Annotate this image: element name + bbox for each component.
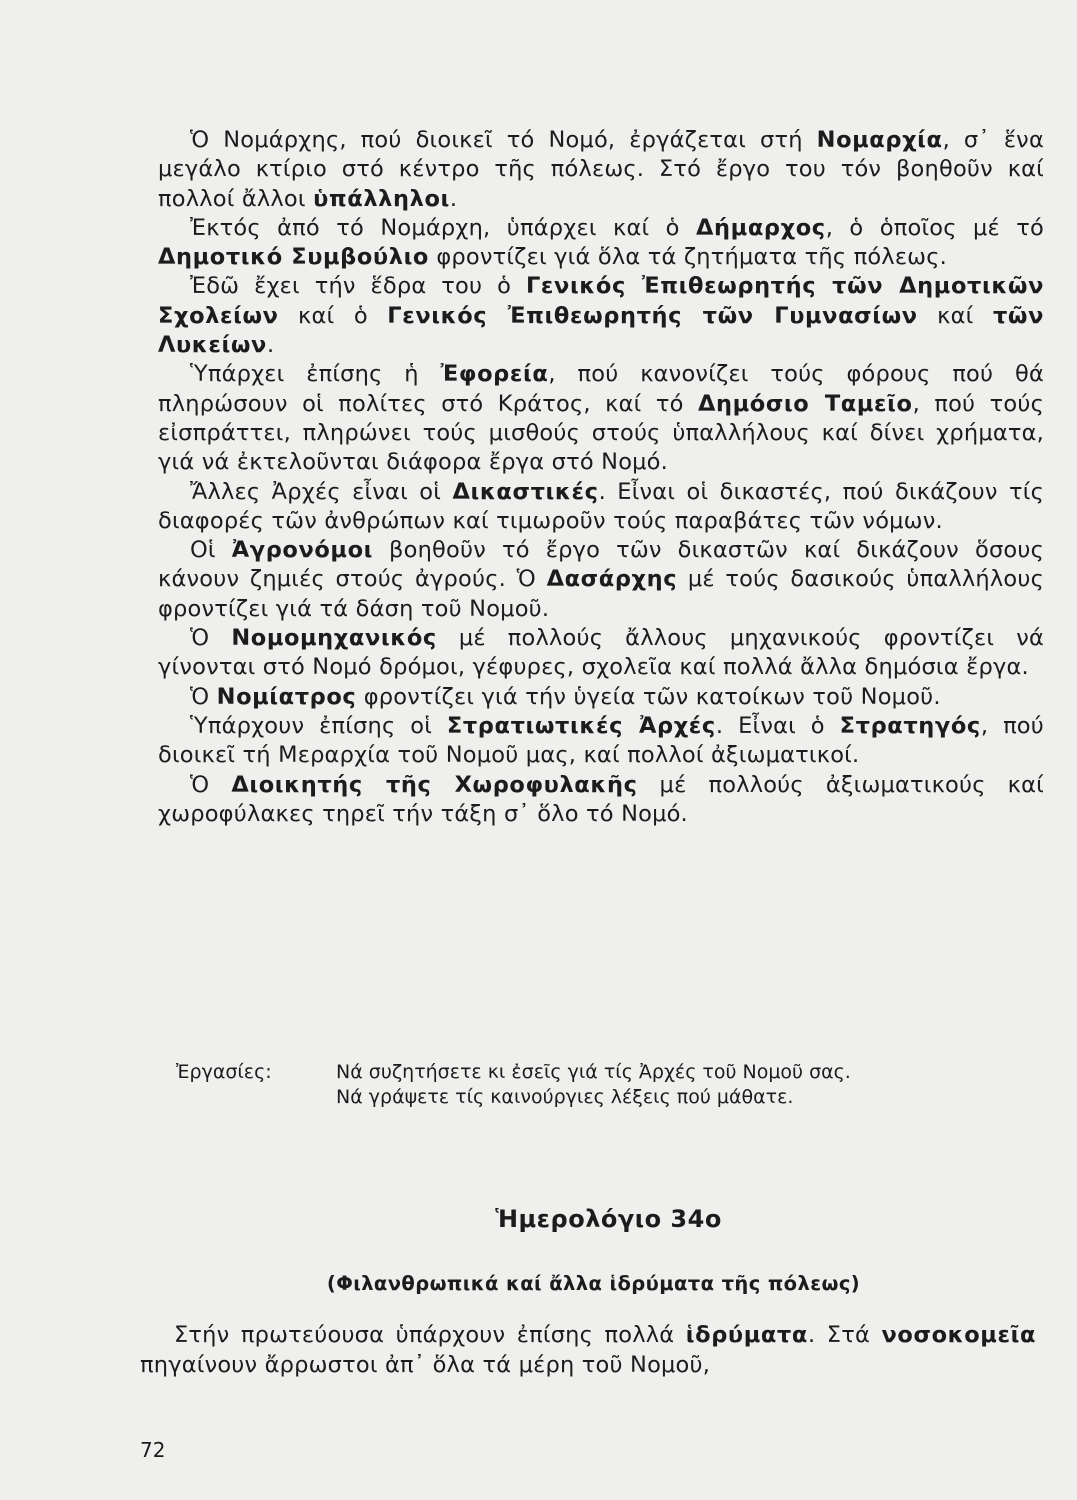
text-run: Ὑπάρχει ἐπίσης ἡ [190,361,441,388]
page-number: 72 [140,1438,166,1462]
text-run: , σ᾽ ἕνα μεγάλο κτίριο στό κέντρο τῆς πόλεως. Στό ἔργο του τόν βοηθοῦν καί πολλοί ἄλλοι [158,127,1044,212]
paragraph [140,1320,1036,1380]
text-run: Ὁ [190,771,232,798]
bold-term: ἱδρύματα [685,1322,808,1348]
text-run: , ὁ ὁποῖος μέ τό [825,214,1044,241]
paragraph [158,712,1044,771]
bold-term: Νομαρχία [816,127,943,153]
bold-term: Νομίατρος [216,683,357,710]
paragraph [158,272,1044,360]
calendar-text [140,1320,1036,1380]
bold-term: Δημοτικό Συμβούλιο [158,244,429,271]
text-run: Οἱ [190,537,232,564]
text-run: μέ τούς δασικούς ὑπαλλήλους φροντίζει γιά τά δάση τοῦ Νομοῦ. [158,566,1044,622]
text-run: καί [917,302,993,329]
main-text [158,126,1044,829]
text-run: . Εἶναι οἱ δικαστές, πού δικάζουν τίς διαφορές τῶν ἀνθρώπων καί τιμωροῦν τούς παραβάτες τῶν νόμων. [158,478,1044,534]
bold-term: Στρατιωτικές Ἀρχές [446,712,716,739]
text-run: . Εἶναι ὁ [715,712,840,739]
text-run: Ὁ [190,683,217,710]
paragraph [158,360,1044,477]
text-run: φροντίζει γιά ὅλα τά ζητήματα τῆς πόλεως. [429,244,947,271]
calendar-title: Ἡμερολόγιο 34ο [495,1205,722,1233]
bold-term: Γενικός Ἐπιθεωρητής τῶν Γυμνασίων [387,302,918,329]
text-run: , πού διοικεῖ τή Μεραρχία τοῦ Νομοῦ μας, καί πολλοί ἀξιωματικοί. [158,712,1044,769]
exercise-text [336,1060,851,1110]
text-run: Ὑπάρχουν ἐπίσης οἱ [190,712,447,739]
text-run: καί ὁ [278,302,388,329]
exercise-label: Ἐργασίες: [176,1061,272,1083]
text-run: μέ πολλούς ἄλλους μηχανικούς φροντίζει νά γίνονται στό Νομό δρόμοι, γέφυρες, σχολεῖα καί πολλά ἄλλα δημόσια ἔργα. [158,625,1045,681]
bold-term: νοσοκομεῖα [881,1322,1036,1348]
paragraph [158,214,1044,273]
paragraph [158,771,1044,830]
bold-term: Ἀγρονόμοι [231,537,374,564]
bold-term: Διοικητής τῆς Χωροφυλακῆς [231,771,638,798]
text-run: Ὁ Νομάρχης, πού διοικεῖ τό Νομό, ἐργάζεται στή [190,127,817,153]
paragraph [158,536,1044,624]
text-run: . [266,332,275,359]
paragraph [158,624,1044,683]
bold-term: τῶν Λυκείων [158,302,1045,359]
text-run: , πού κανονίζει τούς φόρους πού θά πληρώσουν οἱ πολίτες στό Κράτος, καί τό [158,361,1045,417]
text-run: , πού τούς εἰσπράττει, πληρώνει τούς μισθούς στούς ὑπαλλήλους καί δίνει χρήματα, γιά νά ἐκτελοῦνται διάφορα ἔργα στό Νομό. [158,390,1044,476]
exercise-line: Νά συζητήσετε κι ἐσεῖς γιά τίς Ἀρχές τοῦ Νομοῦ σας. [336,1061,851,1083]
text-run: Ἐδῶ ἔχει τήν ἕδρα του ὁ [190,273,526,300]
text-run: πηγαίνουν ἄρρωστοι ἀπ᾽ ὅλα τά μέρη τοῦ Νομοῦ, [140,1352,711,1378]
bold-term: Δασάρχης [546,566,678,593]
paragraph [158,683,1044,712]
bold-term: Δήμαρχος [696,214,826,241]
text-run: . Στά [807,1322,882,1348]
bold-term: ὑπάλληλοι [313,185,450,212]
bold-term: Δικαστικές [452,478,599,505]
text-run: . [449,185,458,212]
bold-term: Νομομηχανικός [231,625,437,652]
bold-term: Στρατηγός [839,712,981,739]
bold-term: Γενικός Ἐπιθεωρητής τῶν Δημοτικῶν Σχολείων [158,273,1045,329]
exercise-block [176,1060,1036,1110]
bold-term: Ἐφορεία [440,361,549,388]
exercise-line: Νά γράψετε τίς καινούργιες λέξεις πού μάθατε. [336,1086,794,1108]
text-run: Ἄλλες Ἀρχές εἶναι οἱ [190,478,453,505]
text-run: Στήν πρωτεύουσα ὑπάρχουν ἐπίσης πολλά [174,1322,686,1348]
calendar-subtitle: (Φιλανθρωπικά καί ἄλλα ἱδρύματα τῆς πόλεως) [326,1272,861,1295]
text-run: φροντίζει γιά τήν ὑγεία τῶν κατοίκων τοῦ Νομοῦ. [356,683,941,710]
text-run: Ἐκτός ἀπό τό Νομάρχη, ὑπάρχει καί ὁ [190,214,697,241]
text-run: μέ πολλούς ἀξιωματικούς καί χωροφύλακες τηρεῖ τήν τάξη σ᾽ ὅλο τό Νομό. [158,771,1044,827]
text-run: βοηθοῦν τό ἔργο τῶν δικαστῶν καί δικάζουν ὅσους κάνουν ζημιές στούς ἀγρούς. Ὁ [158,537,1044,593]
paragraph [158,126,1044,214]
paragraph [158,478,1044,537]
text-run: Ὁ [190,625,232,652]
bold-term: Δημόσιο Ταμεῖο [697,390,913,417]
